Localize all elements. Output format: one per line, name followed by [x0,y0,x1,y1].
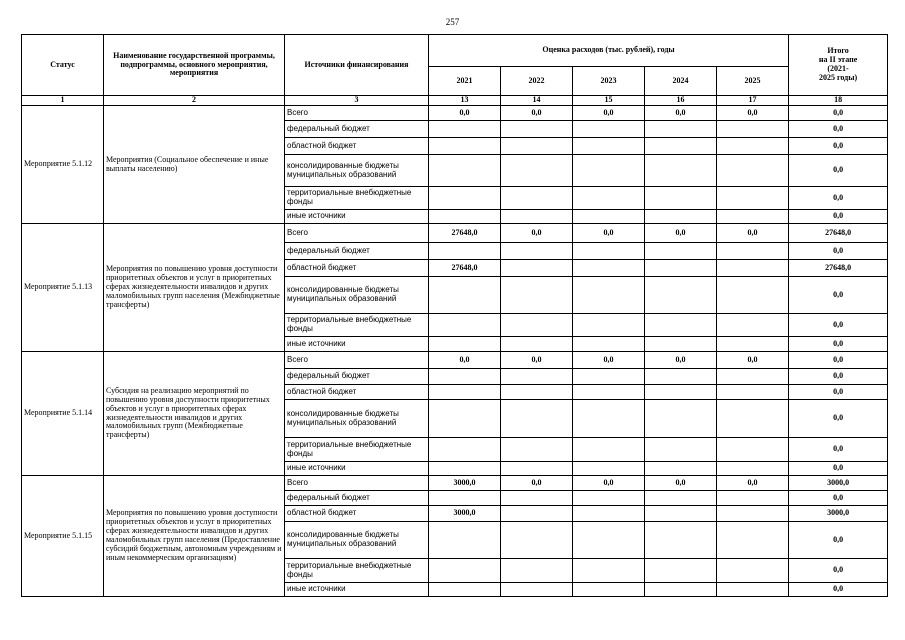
year-value-cell [717,243,789,260]
year-value-cell [645,522,717,559]
year-value-cell [645,138,717,155]
year-value-cell [645,583,717,597]
year-value-cell [573,155,645,187]
year-value-cell [429,121,501,138]
year-value-cell [717,522,789,559]
year-value-cell: 0,0 [645,352,717,369]
header-total-line-4: 2025 годы) [818,72,858,82]
year-value-cell [645,506,717,522]
year-value-cell [429,385,501,400]
year-value-cell [429,243,501,260]
year-value-cell [573,314,645,337]
table-body [22,106,888,597]
year-value-cell [501,462,573,476]
year-value-cell: 0,0 [717,106,789,121]
header-total-line-1: Итого [827,46,849,56]
year-value-cell [717,187,789,210]
year-value-cell [573,260,645,277]
total-value-cell: 0,0 [789,559,888,583]
year-value-cell [645,462,717,476]
year-value-cell [573,138,645,155]
year-value-cell: 0,0 [645,224,717,243]
source-other: иные источники [285,462,429,476]
column-number: 13 [429,96,501,106]
year-value-cell [645,400,717,438]
year-value-cell [645,187,717,210]
year-value-cell [717,462,789,476]
event-name: Мероприятия по повышению уровня доступности приоритетных объектов и услуг в приоритетных сферах жизнедеятельности инвалидов и других маломобильных групп населения (Межбюджетные трансферты) [104,224,285,352]
budget-table [21,34,888,597]
column-number-row [22,96,888,106]
header-year: 2024 [645,67,717,96]
year-value-cell [429,462,501,476]
year-value-cell [717,506,789,522]
header-total-line-3: (2021- [827,64,849,73]
source-other: иные источники [285,583,429,597]
year-value-cell [573,400,645,438]
year-value-cell [501,385,573,400]
column-number: 15 [573,96,645,106]
year-value-cell: 0,0 [429,352,501,369]
year-value-cell: 0,0 [717,352,789,369]
year-value-cell [645,260,717,277]
year-value-cell [573,187,645,210]
header-estimate: Оценка расходов (тыс. рублей), годы [429,35,789,67]
total-value-cell: 0,0 [789,210,888,224]
year-value-cell [429,522,501,559]
year-value-cell [573,369,645,385]
year-value-cell [501,506,573,522]
year-value-cell: 3000,0 [429,476,501,491]
total-value-cell: 0,0 [789,106,888,121]
total-value-cell: 0,0 [789,121,888,138]
source-municipal: консолидированные бюджеты муниципальных образований [285,400,429,438]
year-value-cell: 0,0 [717,476,789,491]
event-status: Мероприятие 5.1.13 [22,224,104,352]
year-value-cell: 0,0 [645,106,717,121]
year-value-cell [429,583,501,597]
column-number: 1 [22,96,104,106]
year-value-cell [645,559,717,583]
year-value-cell [645,243,717,260]
year-value-cell [573,559,645,583]
year-value-cell [717,121,789,138]
event-status: Мероприятие 5.1.12 [22,106,104,224]
table-row [22,476,888,491]
year-value-cell [573,121,645,138]
total-value-cell: 0,0 [789,400,888,438]
column-number: 18 [789,96,888,106]
year-value-cell [645,155,717,187]
year-value-cell [429,400,501,438]
year-value-cell [501,583,573,597]
source-other: иные источники [285,337,429,352]
table-row [22,106,888,121]
year-value-cell [645,491,717,506]
total-value-cell: 3000,0 [789,476,888,491]
year-value-cell: 0,0 [573,106,645,121]
source-regional: областной бюджет [285,506,429,522]
year-value-cell: 0,0 [501,476,573,491]
table-row [22,352,888,369]
source-regional: областной бюджет [285,260,429,277]
source-other: иные источники [285,210,429,224]
year-value-cell [573,583,645,597]
year-value-cell: 3000,0 [429,506,501,522]
year-value-cell [501,243,573,260]
year-value-cell [717,210,789,224]
total-value-cell: 0,0 [789,583,888,597]
year-value-cell [501,491,573,506]
source-all: Всего [285,476,429,491]
source-extra-budget: территориальные внебюджетные фонды [285,559,429,583]
header-year: 2025 [717,67,789,96]
total-value-cell: 0,0 [789,352,888,369]
event-name: Мероприятия по повышению уровня доступности приоритетных объектов и услуг в приоритетных сферах жизнедеятельности инвалидов и других маломобильных групп населения (Предоставление субсидий бюджетным, автономным учреждениям и иным некоммерческим организациям) [104,476,285,597]
header-year: 2021 [429,67,501,96]
source-all: Всего [285,106,429,121]
source-all: Всего [285,352,429,369]
year-value-cell [429,155,501,187]
year-value-cell [645,385,717,400]
year-value-cell [429,438,501,462]
source-extra-budget: территориальные внебюджетные фонды [285,187,429,210]
year-value-cell [501,187,573,210]
year-value-cell [429,559,501,583]
total-value-cell: 27648,0 [789,224,888,243]
year-value-cell [429,314,501,337]
year-value-cell [717,314,789,337]
source-all: Всего [285,224,429,243]
year-value-cell: 0,0 [645,476,717,491]
total-value-cell: 27648,0 [789,260,888,277]
year-value-cell [429,187,501,210]
year-value-cell: 27648,0 [429,224,501,243]
year-value-cell [717,138,789,155]
source-regional: областной бюджет [285,385,429,400]
year-value-cell [717,491,789,506]
year-value-cell [573,385,645,400]
total-value-cell: 0,0 [789,462,888,476]
year-value-cell [429,491,501,506]
year-value-cell [645,314,717,337]
year-value-cell [429,138,501,155]
year-value-cell [717,369,789,385]
year-value-cell: 0,0 [573,224,645,243]
year-value-cell [501,210,573,224]
year-value-cell: 0,0 [501,224,573,243]
year-value-cell [645,337,717,352]
source-municipal: консолидированные бюджеты муниципальных образований [285,522,429,559]
year-value-cell [501,260,573,277]
year-value-cell [717,438,789,462]
year-value-cell [573,277,645,314]
year-value-cell [573,462,645,476]
year-value-cell [717,337,789,352]
event-name: Мероприятия (Социальное обеспечение и иные выплаты населению) [104,106,285,224]
event-status: Мероприятие 5.1.14 [22,352,104,476]
year-value-cell [717,559,789,583]
year-value-cell [717,385,789,400]
year-value-cell [501,155,573,187]
total-value-cell: 0,0 [789,438,888,462]
year-value-cell: 0,0 [573,352,645,369]
source-federal: федеральный бюджет [285,369,429,385]
header-total [789,35,888,96]
year-value-cell [717,583,789,597]
event-name: Субсидия на реализацию мероприятий по повышению уровня доступности приоритетных объектов и услуг в приоритетных сферах жизнедеятельности инвалидов и других маломобильных групп (Межбюджетные трансферты) [104,352,285,476]
year-value-cell [645,210,717,224]
year-value-cell: 0,0 [429,106,501,121]
total-value-cell: 0,0 [789,522,888,559]
source-federal: федеральный бюджет [285,491,429,506]
total-value-cell: 3000,0 [789,506,888,522]
year-value-cell [429,277,501,314]
year-value-cell [501,277,573,314]
year-value-cell [573,522,645,559]
year-value-cell: 27648,0 [429,260,501,277]
page-number: 257 [445,17,460,27]
header-year: 2022 [501,67,573,96]
total-value-cell: 0,0 [789,385,888,400]
total-value-cell: 0,0 [789,187,888,210]
year-value-cell [717,277,789,314]
year-value-cell [429,210,501,224]
year-value-cell: 0,0 [501,106,573,121]
column-number: 14 [501,96,573,106]
year-value-cell [501,438,573,462]
year-value-cell [501,522,573,559]
table-row [22,224,888,243]
year-value-cell: 0,0 [573,476,645,491]
year-value-cell [501,369,573,385]
year-value-cell: 0,0 [501,352,573,369]
event-status: Мероприятие 5.1.15 [22,476,104,597]
total-value-cell: 0,0 [789,243,888,260]
source-federal: федеральный бюджет [285,243,429,260]
year-value-cell [501,314,573,337]
total-value-cell: 0,0 [789,314,888,337]
year-value-cell [501,121,573,138]
year-value-cell [645,369,717,385]
header-total-line-2: на II этапе [818,55,858,65]
total-value-cell: 0,0 [789,138,888,155]
year-value-cell [645,277,717,314]
year-value-cell [573,491,645,506]
year-value-cell [717,260,789,277]
total-value-cell: 0,0 [789,277,888,314]
source-extra-budget: территориальные внебюджетные фонды [285,314,429,337]
year-value-cell [717,400,789,438]
header-name: Наименование государственной программы, подпрограммы, основного мероприятия, мероприятия [104,35,285,96]
year-value-cell [573,210,645,224]
column-number: 2 [104,96,285,106]
total-value-cell: 0,0 [789,369,888,385]
header-sources: Источники финансирования [285,35,429,96]
column-number: 17 [717,96,789,106]
year-value-cell [429,337,501,352]
column-number: 3 [285,96,429,106]
source-regional: областной бюджет [285,138,429,155]
year-value-cell [501,400,573,438]
year-value-cell [501,337,573,352]
year-value-cell [645,438,717,462]
source-federal: федеральный бюджет [285,121,429,138]
year-value-cell [573,506,645,522]
year-value-cell [501,559,573,583]
year-value-cell [645,121,717,138]
year-value-cell [573,243,645,260]
year-value-cell: 0,0 [717,224,789,243]
source-municipal: консолидированные бюджеты муниципальных образований [285,155,429,187]
year-value-cell [573,438,645,462]
header-status: Статус [22,35,104,96]
year-value-cell [429,369,501,385]
year-value-cell [717,155,789,187]
total-value-cell: 0,0 [789,337,888,352]
year-value-cell [573,337,645,352]
total-value-cell: 0,0 [789,491,888,506]
header-year: 2023 [573,67,645,96]
source-extra-budget: территориальные внебюджетные фонды [285,438,429,462]
total-value-cell: 0,0 [789,155,888,187]
source-municipal: консолидированные бюджеты муниципальных образований [285,277,429,314]
column-number: 16 [645,96,717,106]
year-value-cell [501,138,573,155]
